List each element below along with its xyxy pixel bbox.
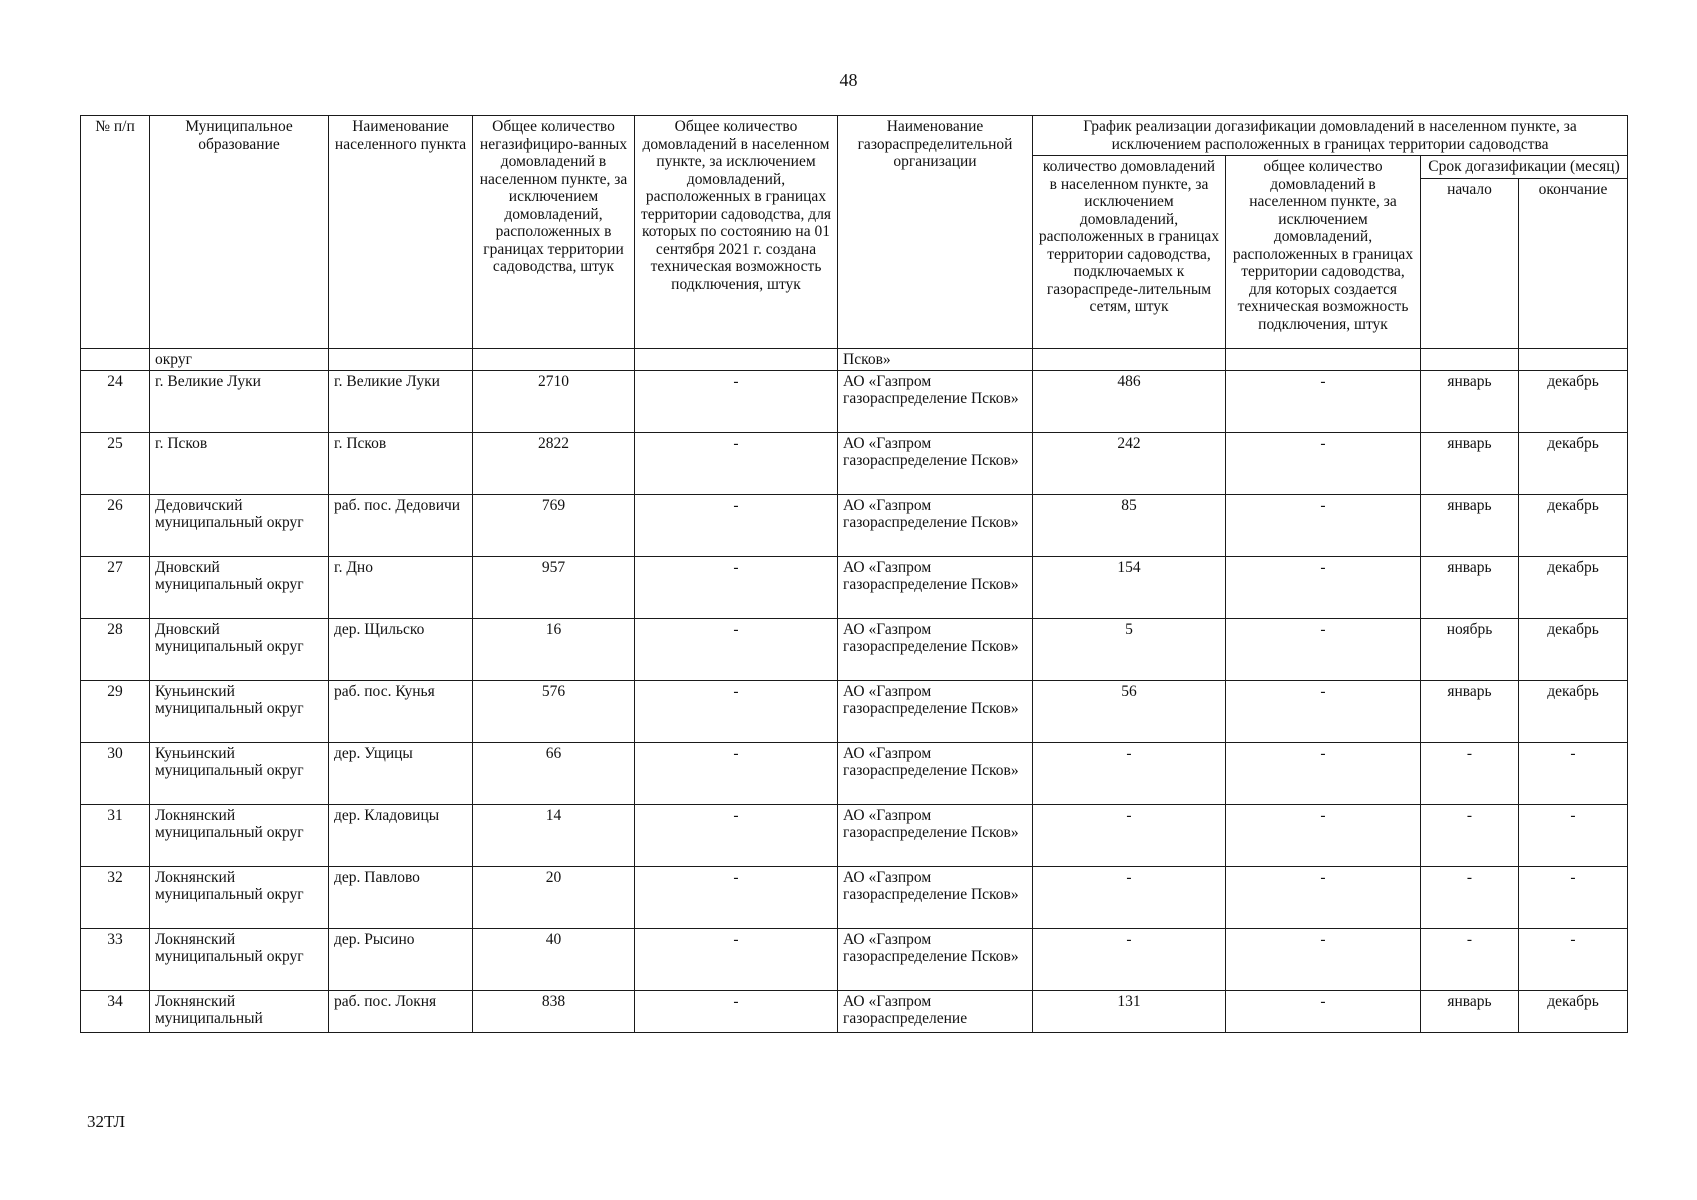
header-total-tech-possible: Общее количество домовладений в населенном пункте, за исключением домовладений, расположенных в границах территории садоводства, для которых по состоянию на 01 сентября 2021 г. создана техническая возможность подключения, штук	[635, 116, 838, 349]
row-number: 31	[81, 804, 150, 866]
cell-settlement: г. Дно	[329, 556, 473, 618]
carry-gdo: Псков»	[838, 348, 1033, 370]
header-num: № п/п	[81, 116, 150, 349]
cell-count-connected: 85	[1033, 494, 1226, 556]
cell-gas-distribution-org: АО «Газпром газораспределение Псков»	[838, 680, 1033, 742]
header-end: окончание	[1519, 178, 1628, 348]
cell-gas-distribution-org: АО «Газпром газораспределение Псков»	[838, 556, 1033, 618]
cell-settlement: г. Псков	[329, 432, 473, 494]
cell-count-created: -	[1226, 494, 1421, 556]
header-schedule: График реализации догазификации домовладений в населенном пункте, за исключением расположенных в границах территории садоводства	[1033, 116, 1628, 156]
cell-end-month: декабрь	[1519, 370, 1628, 432]
cell-start-month: январь	[1421, 432, 1519, 494]
cell-end-month: декабрь	[1519, 680, 1628, 742]
row-number: 32	[81, 866, 150, 928]
table-row	[81, 494, 1628, 556]
cell-gas-distribution-org: АО «Газпром газораспределение Псков»	[838, 742, 1033, 804]
header-count-created: общее количество домовладений в населенном пункте, за исключением домовладений, расположенных в границах территории садоводства, для которых создается техническая возможность подключения, штук	[1226, 156, 1421, 349]
cell-municipality: Локнянский муниципальный	[150, 990, 329, 1032]
row-number: 33	[81, 928, 150, 990]
cell-settlement: дер. Кладовицы	[329, 804, 473, 866]
table-row	[81, 680, 1628, 742]
cell-count-connected: 154	[1033, 556, 1226, 618]
row-number: 30	[81, 742, 150, 804]
row-number: 26	[81, 494, 150, 556]
cell-municipality: Локнянский муниципальный округ	[150, 804, 329, 866]
cell-municipality: Куньинский муниципальный округ	[150, 742, 329, 804]
cell-count-created: -	[1226, 432, 1421, 494]
page-number: 48	[839, 70, 858, 90]
cell-settlement: дер. Ущицы	[329, 742, 473, 804]
cell-settlement: дер. Павлово	[329, 866, 473, 928]
cell-total-ungasified: 20	[473, 866, 635, 928]
cell-settlement: раб. пос. Кунья	[329, 680, 473, 742]
cell-municipality: г. Великие Луки	[150, 370, 329, 432]
row-number: 24	[81, 370, 150, 432]
cell-gas-distribution-org: АО «Газпром газораспределение Псков»	[838, 866, 1033, 928]
cell-start-month: январь	[1421, 556, 1519, 618]
header-deadline: Срок догазификации (месяц)	[1421, 156, 1628, 179]
cell-count-connected: -	[1033, 928, 1226, 990]
cell-total-tech-possible: -	[635, 432, 838, 494]
cell-total-ungasified: 16	[473, 618, 635, 680]
cell-total-tech-possible: -	[635, 370, 838, 432]
header-total-ungasified: Общее количество негазифициро-ванных домовладений в населенном пункте, за исключением домовладений, расположенных в границах территории садоводства, штук	[473, 116, 635, 349]
table-row	[81, 742, 1628, 804]
cell-municipality: Локнянский муниципальный округ	[150, 866, 329, 928]
cell-total-ungasified: 14	[473, 804, 635, 866]
cell-settlement: дер. Щильско	[329, 618, 473, 680]
cell-start-month: -	[1421, 866, 1519, 928]
cell-count-connected: 131	[1033, 990, 1226, 1032]
cell-end-month: -	[1519, 804, 1628, 866]
table-row	[81, 556, 1628, 618]
cell-municipality: г. Псков	[150, 432, 329, 494]
cell-total-tech-possible: -	[635, 618, 838, 680]
row-number: 27	[81, 556, 150, 618]
row-number: 29	[81, 680, 150, 742]
cell-count-created: -	[1226, 370, 1421, 432]
cell-total-ungasified: 576	[473, 680, 635, 742]
cell-count-created: -	[1226, 804, 1421, 866]
cell-settlement: раб. пос. Дедовичи	[329, 494, 473, 556]
row-number: 34	[81, 990, 150, 1032]
cell-total-tech-possible: -	[635, 494, 838, 556]
cell-end-month: -	[1519, 928, 1628, 990]
cell-start-month: январь	[1421, 494, 1519, 556]
cell-end-month: декабрь	[1519, 618, 1628, 680]
cell-start-month: -	[1421, 804, 1519, 866]
cell-gas-distribution-org: АО «Газпром газораспределение Псков»	[838, 804, 1033, 866]
cell-count-created: -	[1226, 742, 1421, 804]
cell-start-month: ноябрь	[1421, 618, 1519, 680]
cell-total-tech-possible: -	[635, 866, 838, 928]
cell-total-ungasified: 957	[473, 556, 635, 618]
cell-gas-distribution-org: АО «Газпром газораспределение Псков»	[838, 494, 1033, 556]
cell-count-created: -	[1226, 556, 1421, 618]
cell-start-month: январь	[1421, 680, 1519, 742]
cell-start-month: январь	[1421, 990, 1519, 1032]
cell-total-tech-possible: -	[635, 928, 838, 990]
cell-end-month: декабрь	[1519, 990, 1628, 1032]
cell-total-tech-possible: -	[635, 556, 838, 618]
cell-total-ungasified: 838	[473, 990, 635, 1032]
cell-gas-distribution-org: АО «Газпром газораспределение Псков»	[838, 370, 1033, 432]
cell-end-month: декабрь	[1519, 494, 1628, 556]
cell-municipality: Дедовичский муниципальный округ	[150, 494, 329, 556]
cell-total-ungasified: 2710	[473, 370, 635, 432]
cell-count-connected: 5	[1033, 618, 1226, 680]
cell-gas-distribution-org: АО «Газпром газораспределение Псков»	[838, 618, 1033, 680]
cell-municipality: Дновский муниципальный округ	[150, 618, 329, 680]
cell-count-created: -	[1226, 990, 1421, 1032]
cell-total-tech-possible: -	[635, 990, 838, 1032]
table-row	[81, 866, 1628, 928]
header-start: начало	[1421, 178, 1519, 348]
cell-end-month: -	[1519, 866, 1628, 928]
cell-municipality: Дновский муниципальный округ	[150, 556, 329, 618]
cell-total-ungasified: 40	[473, 928, 635, 990]
cell-count-created: -	[1226, 866, 1421, 928]
cell-settlement: г. Великие Луки	[329, 370, 473, 432]
dogasification-table	[80, 115, 1628, 1033]
header-settlement: Наименование населенного пункта	[329, 116, 473, 349]
cell-gas-distribution-org: АО «Газпром газораспределение	[838, 990, 1033, 1032]
cell-count-created: -	[1226, 680, 1421, 742]
cell-count-connected: 486	[1033, 370, 1226, 432]
table-row	[81, 804, 1628, 866]
cell-settlement: раб. пос. Локня	[329, 990, 473, 1032]
cell-total-ungasified: 66	[473, 742, 635, 804]
row-number: 28	[81, 618, 150, 680]
cell-total-ungasified: 2822	[473, 432, 635, 494]
table-row	[81, 990, 1628, 1032]
table-row	[81, 370, 1628, 432]
header-count-connected: количество домовладений в населенном пункте, за исключением домовладений, расположенных в границах территории садоводства, подключаемых к газораспреде-лительным сетям, штук	[1033, 156, 1226, 349]
cell-end-month: декабрь	[1519, 432, 1628, 494]
cell-gas-distribution-org: АО «Газпром газораспределение Псков»	[838, 928, 1033, 990]
carry-municipality: округ	[150, 348, 329, 370]
table-row	[81, 432, 1628, 494]
cell-count-created: -	[1226, 618, 1421, 680]
cell-settlement: дер. Рысино	[329, 928, 473, 990]
header-municipality: Муниципальное образование	[150, 116, 329, 349]
cell-end-month: декабрь	[1519, 556, 1628, 618]
footer-code: 32ТЛ	[87, 1112, 126, 1131]
cell-count-connected: 56	[1033, 680, 1226, 742]
carry-over-row	[81, 348, 1628, 370]
cell-count-connected: 242	[1033, 432, 1226, 494]
cell-gas-distribution-org: АО «Газпром газораспределение Псков»	[838, 432, 1033, 494]
table-row	[81, 928, 1628, 990]
cell-total-tech-possible: -	[635, 742, 838, 804]
cell-count-connected: -	[1033, 866, 1226, 928]
header-gas-distribution-org: Наименование газораспределительной организации	[838, 116, 1033, 349]
cell-total-tech-possible: -	[635, 680, 838, 742]
row-number: 25	[81, 432, 150, 494]
cell-total-tech-possible: -	[635, 804, 838, 866]
cell-count-connected: -	[1033, 742, 1226, 804]
cell-municipality: Куньинский муниципальный округ	[150, 680, 329, 742]
cell-total-ungasified: 769	[473, 494, 635, 556]
cell-start-month: январь	[1421, 370, 1519, 432]
cell-municipality: Локнянский муниципальный округ	[150, 928, 329, 990]
cell-start-month: -	[1421, 742, 1519, 804]
cell-count-created: -	[1226, 928, 1421, 990]
cell-count-connected: -	[1033, 804, 1226, 866]
cell-end-month: -	[1519, 742, 1628, 804]
cell-start-month: -	[1421, 928, 1519, 990]
table-row	[81, 618, 1628, 680]
